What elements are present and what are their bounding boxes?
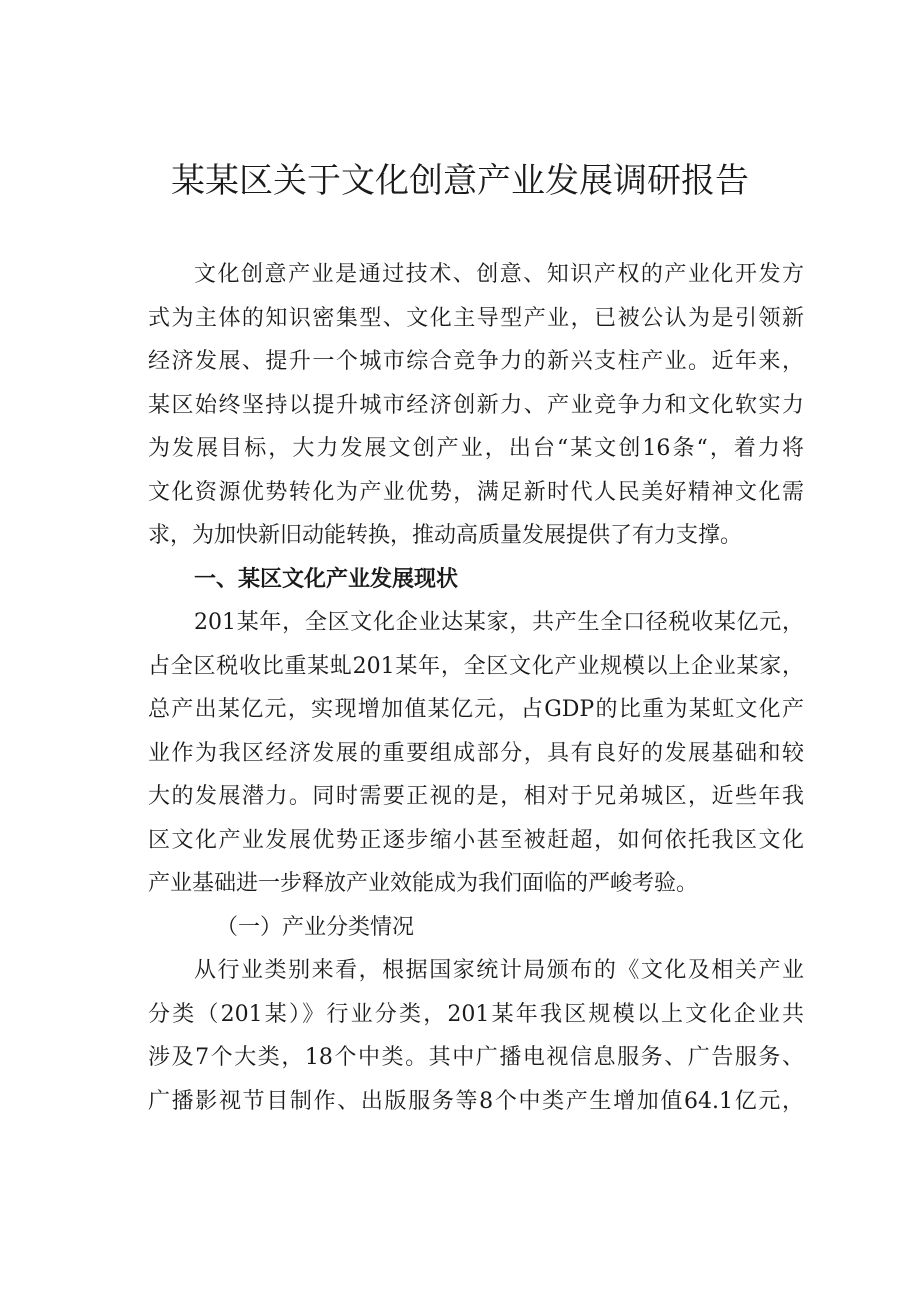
document-title: 某某区关于文化创意产业发展调研报告 bbox=[171, 161, 749, 201]
paragraph-line: 区文化产业发展优势正逐步缩小甚至被赶超，如何依托我区文化 bbox=[148, 827, 804, 853]
paragraph-line: 分类（201某）》行业分类，201某年我区规模以上文化企业共 bbox=[148, 1001, 804, 1027]
paragraph-line: 大的发展潜力。同时需要正视的是，相对于兄弟城区，近些年我 bbox=[148, 784, 804, 809]
paragraph-line: 为发展目标，大力发展文创产业，出台“某文创16条“，着力将 bbox=[148, 436, 804, 461]
subsection-heading: （一）产业分类情况 bbox=[216, 914, 415, 940]
document-body bbox=[148, 253, 804, 1123]
paragraph-line: 广播影视节目制作、出版服务等8个中类产生增加值64.1亿元， bbox=[148, 1088, 804, 1114]
paragraph-line: 占全区税收比重某虬201某年，全区文化产业规模以上企业某家， bbox=[148, 653, 804, 679]
paragraph-line: 201某年，全区文化企业达某家，共产生全口径税收某亿元， bbox=[194, 610, 804, 635]
paragraph-line: 从行业类别来看，根据国家统计局颁布的《文化及相关产业 bbox=[194, 958, 804, 983]
paragraph-status bbox=[148, 601, 804, 906]
paragraph-line: 总产出某亿元，实现增加值某亿元，占GDP的比重为某虹文化产 bbox=[148, 697, 804, 722]
paragraph-line: 文化创意产业是通过技术、创意、知识产权的产业化开发方 bbox=[194, 262, 804, 287]
paragraph-line: 经济发展、提升一个城市综合竞争力的新兴支柱产业。近年来， bbox=[148, 349, 804, 374]
paragraph-line: 某区始终坚持以提升城市经济创新力、产业竞争力和文化软实力 bbox=[148, 392, 804, 418]
paragraph-line: 涉及7个大类，18个中类。其中广播电视信息服务、广告服务、 bbox=[148, 1045, 804, 1070]
paragraph-line: 式为主体的知识密集型、文化主导型产业，已被公认为是引领新 bbox=[148, 305, 804, 331]
paragraph-line: 求，为加快新旧动能转换，推动高质量发展提供了有力支撑。 bbox=[148, 523, 743, 548]
section-heading: 一、某区文化产业发展现状 bbox=[194, 566, 459, 592]
paragraph-line: 产业基础进一步释放产业效能成为我们面临的严峻考验。 bbox=[148, 871, 699, 896]
paragraph-intro bbox=[148, 253, 804, 558]
paragraph-classification bbox=[148, 949, 804, 1123]
paragraph-line: 文化资源优势转化为产业优势，满足新时代人民美好精神文化需 bbox=[148, 479, 804, 505]
paragraph-line: 业作为我区经济发展的重要组成部分，具有良好的发展基础和较 bbox=[148, 740, 804, 766]
